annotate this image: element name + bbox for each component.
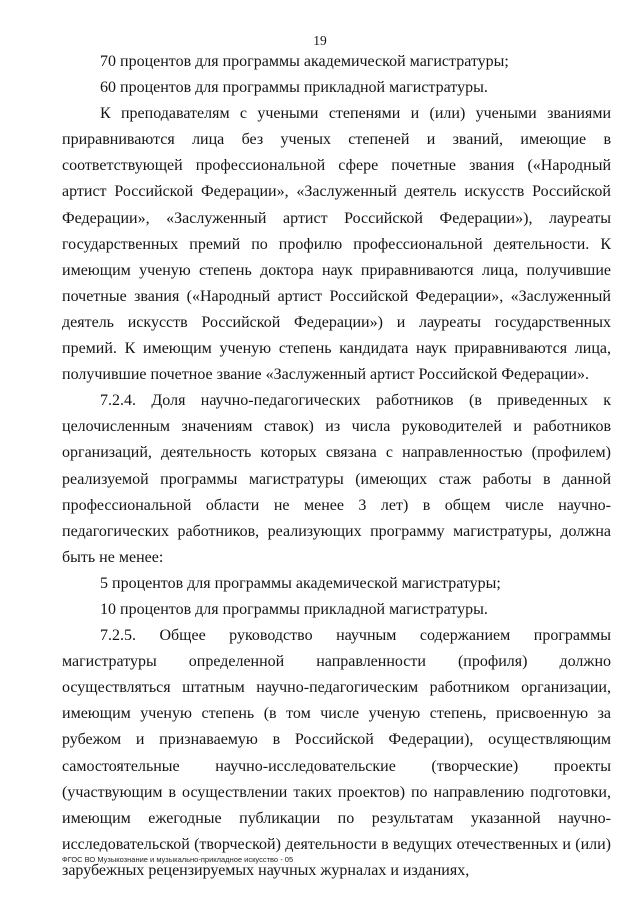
paragraph-section-7-2-4: 7.2.4. Доля научно-педагогических работников (в приведенных к целочисленным значениям ставок) из числа руководителей и работников организаций, деятельность которых связана с направленностью (профилем) реализуемой программы магистратуры (имеющих стаж работы в данной профессиональной области не менее 3 лет) в общем числе научно-педагогических работников, реализующих программу магистратуры, должна быть не менее:	[62, 392, 611, 566]
page-number: 19	[313, 33, 327, 48]
paragraph-academic-5: 5 процентов для программы академической магистратуры;	[100, 574, 501, 592]
paragraph-academic-70: 70 процентов для программы академической магистратуры;	[100, 53, 509, 70]
page-footer: ФГОС ВО Музыкознание и музыкально-прикладное искусство - 05	[62, 855, 294, 864]
document-body	[62, 49, 611, 884]
paragraph-applied-60: 60 процентов для программы прикладной магистратуры.	[100, 79, 488, 97]
paragraph-teachers-equivalence: К преподавателям с учеными степенями и (или) учеными званиями приравниваются лица без ученых степеней и званий, имеющие в соответствующей профессиональной сфере почетные звания («Народный артист Российской Федерации», «Заслуженный деятель искусств Российской Федерации», «Заслуженный артист Российской Федерации»), лауреаты государственных премий по профилю профессиональной деятельности. К имеющим ученую степень доктора наук приравниваются лица, получившие почетные звания («Народный артист Российской Федерации», «Заслуженный деятель искусств Российской Федерации») и лауреаты государственных премий. К имеющим ученую степень кандидата наук приравниваются лица, получившие почетное звание «Заслуженный артист Российской Федерации».	[62, 105, 611, 384]
paragraph-applied-10: 10 процентов для программы прикладной магистратуры.	[100, 600, 488, 618]
paragraph-section-7-2-5: 7.2.5. Общее руководство научным содержанием программы магистратуры определенной направленности (профиля) должно осуществляться штатным научно-педагогическим работником организации, имеющим ученую степень (в том числе ученую степень, присвоенную за рубежом и признаваемую в Российской Федерации), осуществляющим самостоятельные научно-исследовательские (творческие) проекты (участвующим в осуществлении таких проектов) по направлению подготовки, имеющим ежегодные публикации по результатам указанной научно-исследовательской (творческой) деятельности в ведущих отечественных и (или) зарубежных рецензируемых научных журналах и изданиях,	[62, 627, 611, 879]
